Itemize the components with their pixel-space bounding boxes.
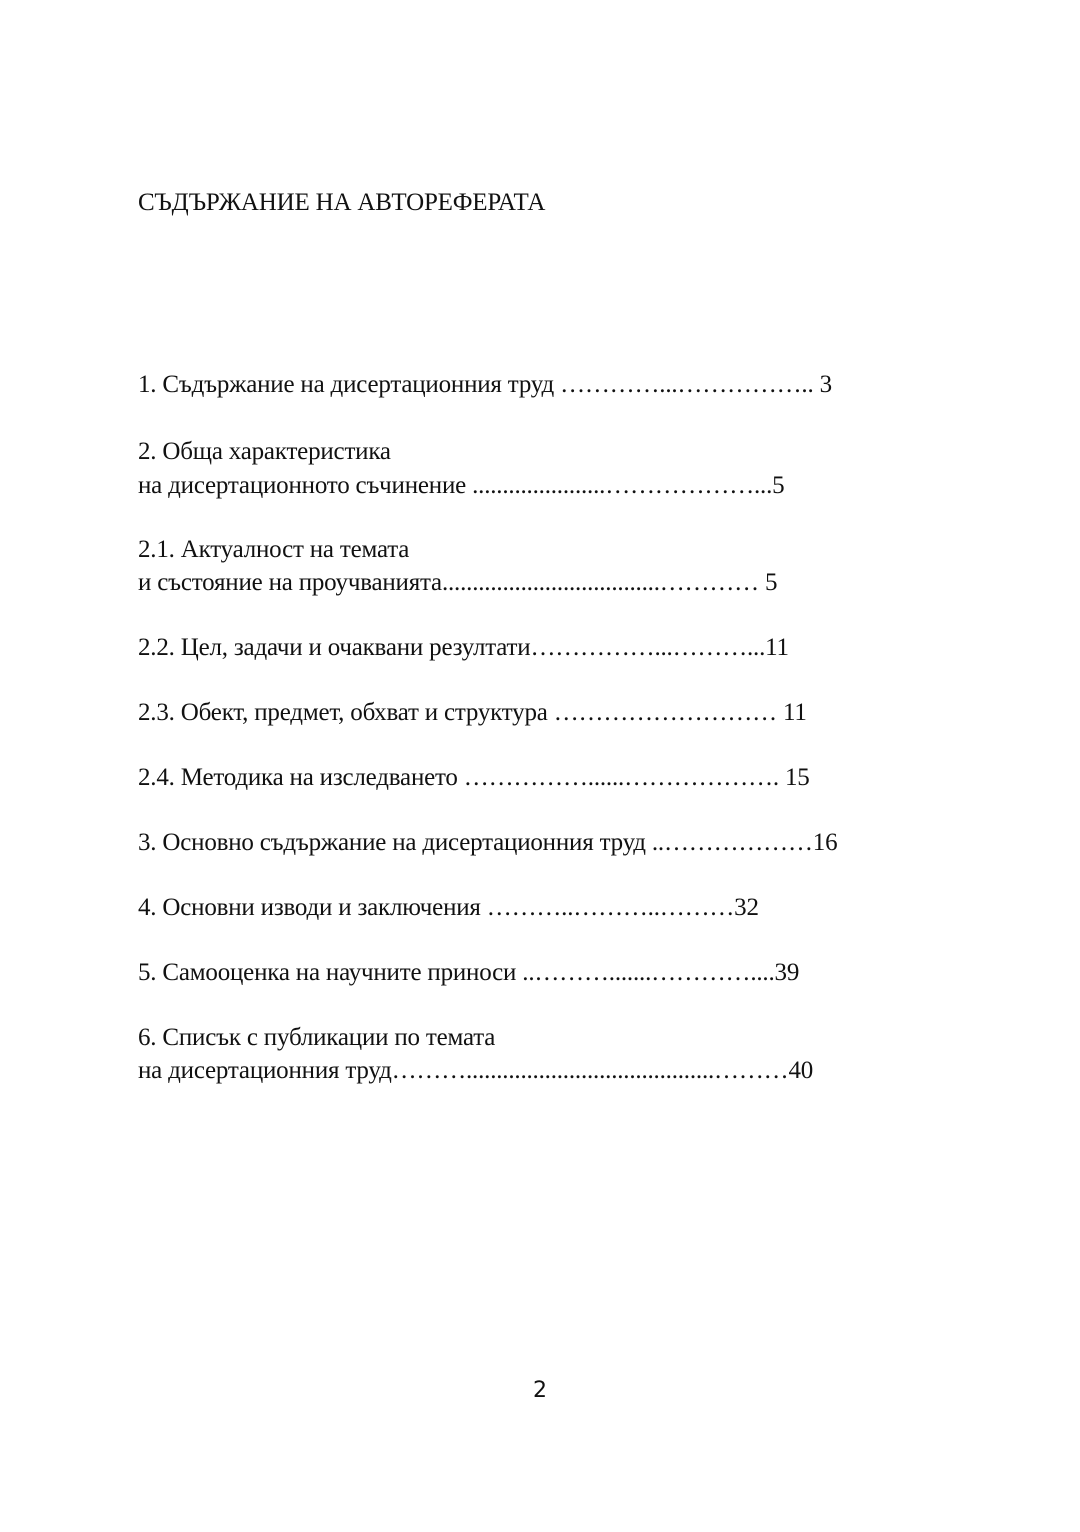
toc-entry-2-4: 2.4. Методика на изследването ……………......………………. 15 [138,764,810,791]
page-number: 2 [533,1378,547,1403]
page-title: СЪДЪРЖАНИЕ НА АВТОРЕФЕРАТА [138,189,546,216]
toc-entry-3: 3. Основно съдържание на дисертационния труд ..………………16 [138,829,838,856]
toc-entry-6-line-2: на дисертационния труд……….........................................………40 [138,1057,814,1084]
toc-entry-4: 4. Основни изводи и заключения ………..………..………32 [138,894,759,921]
toc-entry-2-1-line-2: и състояние на проучванията....................................………… 5 [138,569,778,596]
toc-entry-2-line-1: 2. Обща характеристика [138,438,391,465]
toc-entry-1: 1. Съдържание на дисертационния труд …………...…………….. 3 [138,371,832,398]
toc-entry-5: 5. Самооценка на научните приноси ..……….......…………....39 [138,959,800,986]
toc-entry-2-1-line-1: 2.1. Актуалност на темата [138,536,410,563]
toc-entry-2-3: 2.3. Обект, предмет, обхват и структура ……………………… 11 [138,699,807,726]
toc-entry-2-2: 2.2. Цел, задачи и очаквани резултати……………...………...11 [138,634,789,661]
toc-entry-6-line-1: 6. Списък с публикации по темата [138,1024,496,1051]
toc-entry-2-line-2: на дисертационното съчинение ......................………………...5 [138,472,785,499]
